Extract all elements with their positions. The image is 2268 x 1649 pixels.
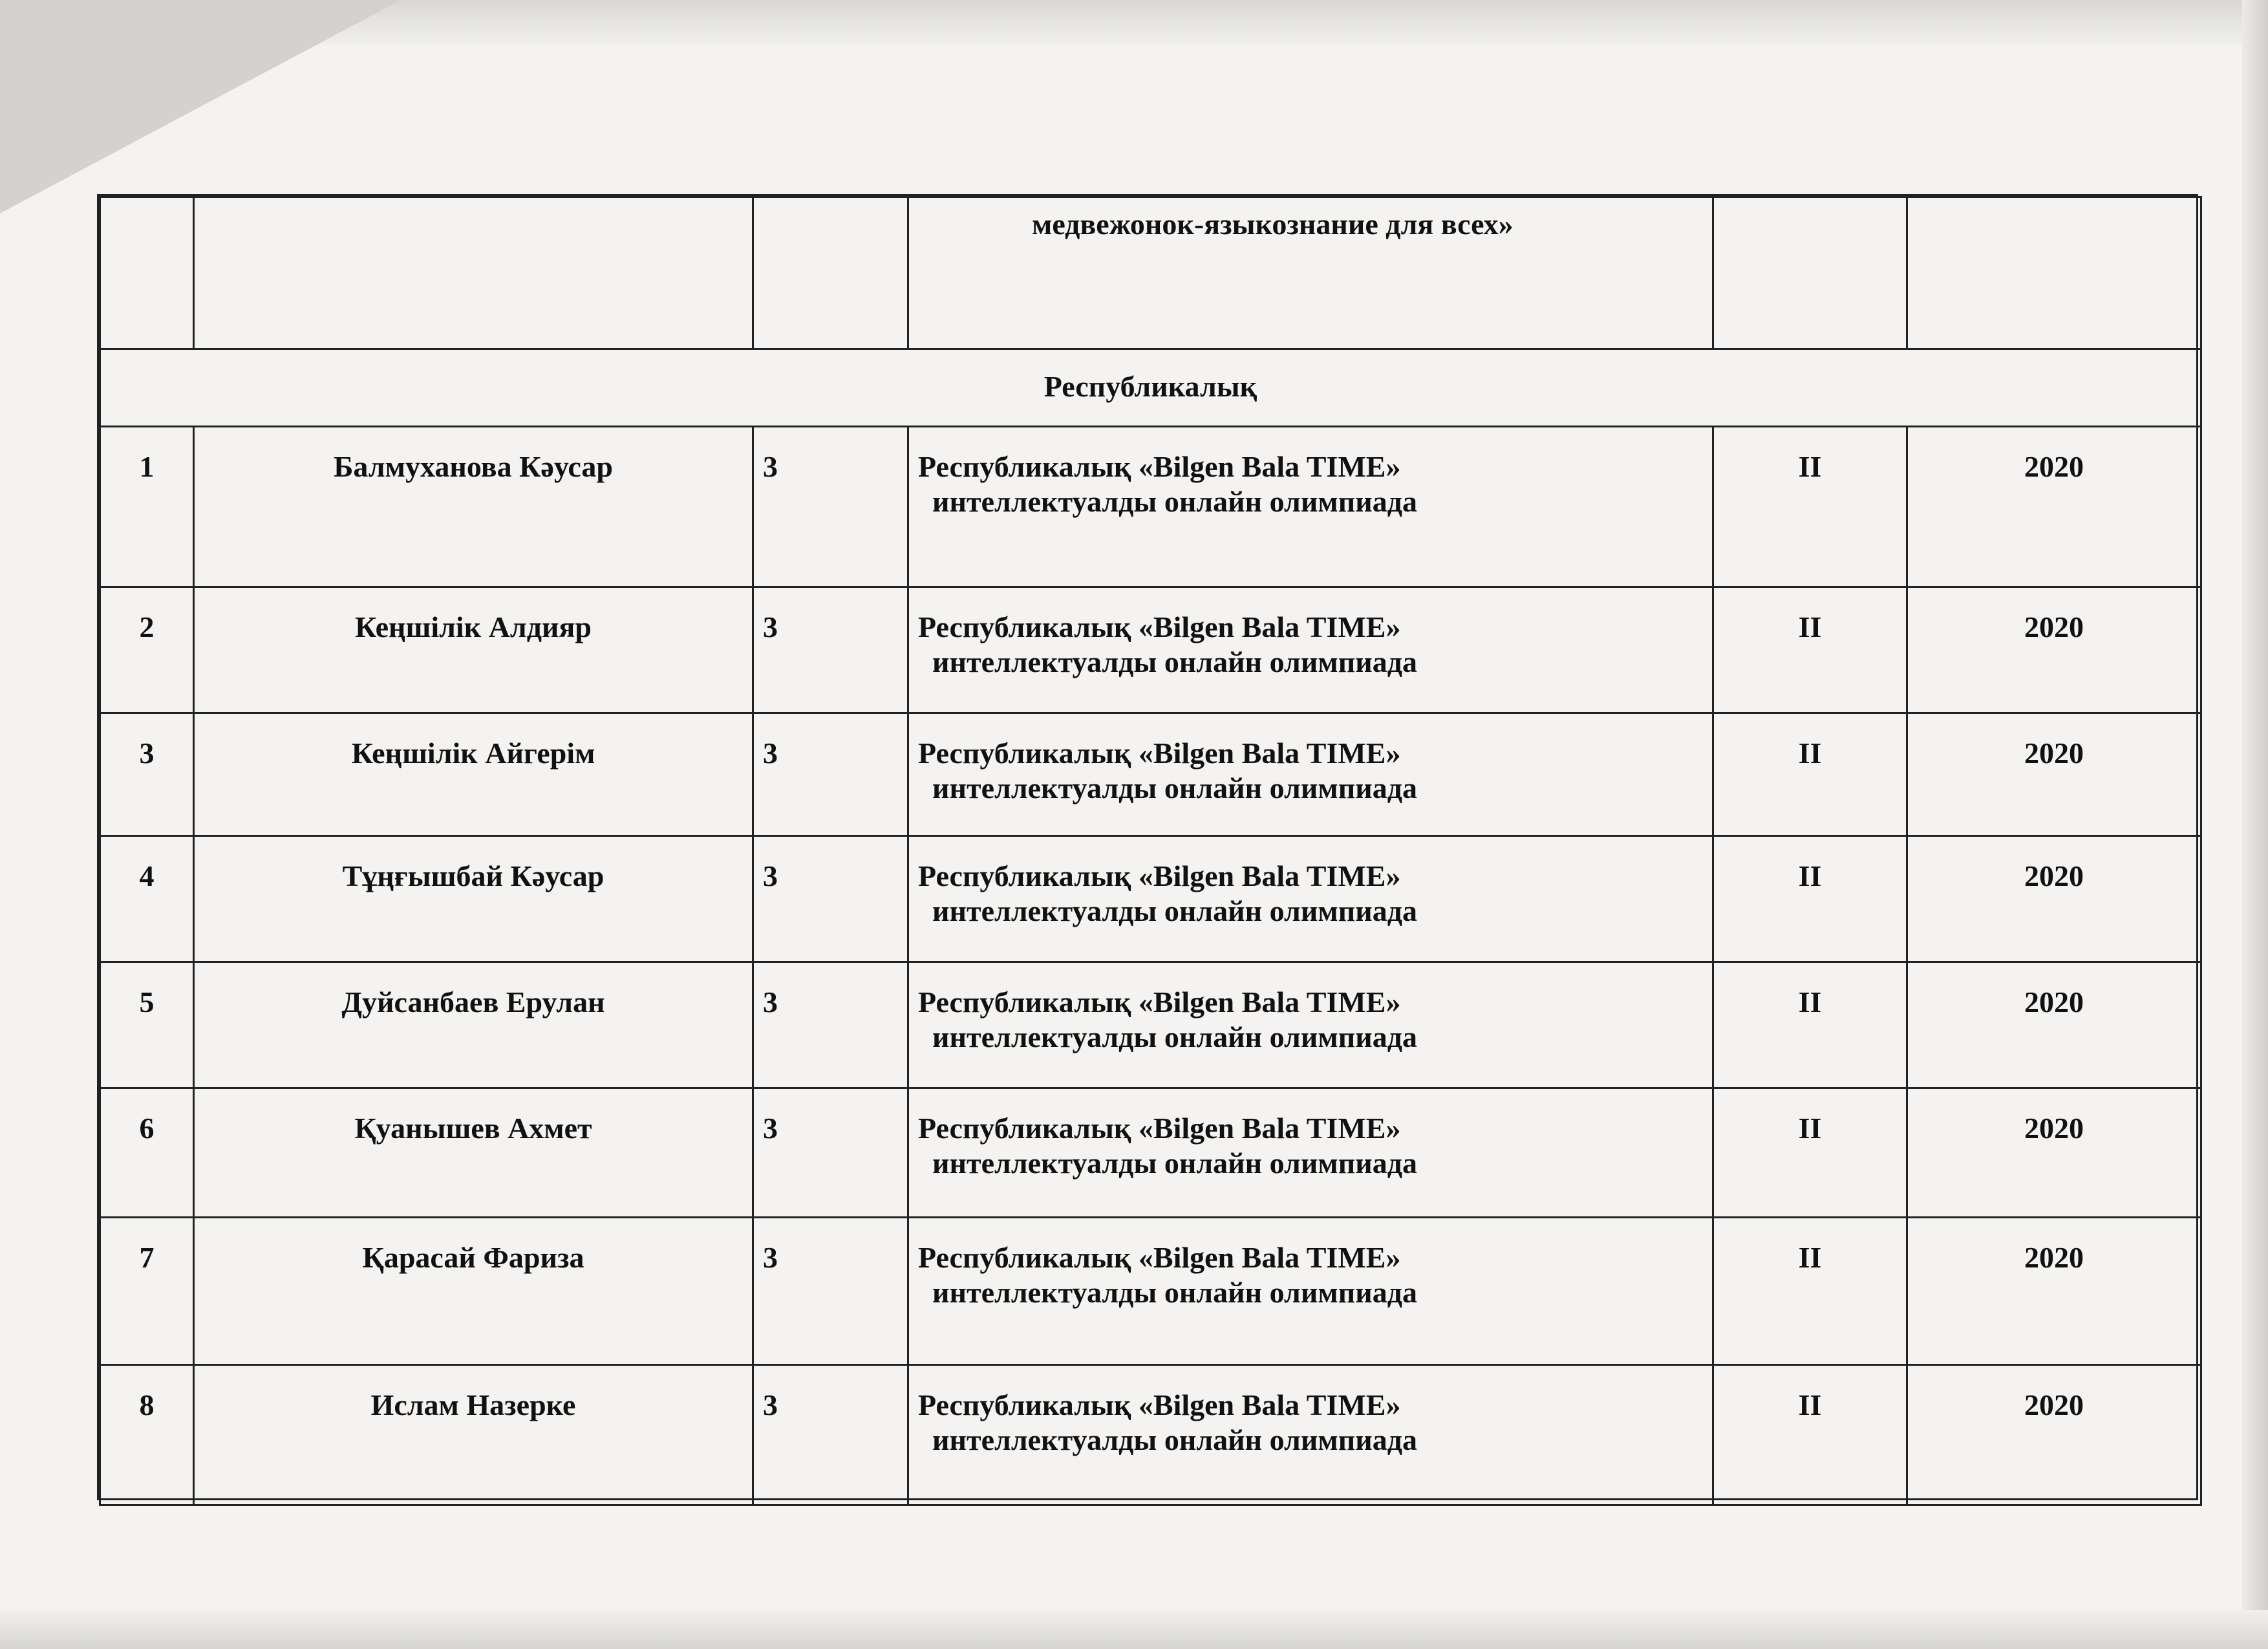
- cell-name: Кеңшілік Алдияр: [194, 587, 753, 713]
- cell-grade: 3: [753, 1088, 908, 1218]
- cell-name: Ислам Назерке: [194, 1365, 753, 1505]
- scan-edge-bottom: [0, 1610, 2268, 1649]
- cell-year: 2020: [1907, 713, 2201, 836]
- cell-event: [908, 427, 1713, 587]
- event-line-2: интеллектуалды онлайн олимпиада: [932, 771, 1417, 805]
- cell-place: II: [1713, 836, 1907, 962]
- cell-grade: 3: [753, 1218, 908, 1365]
- cell-year: [1907, 197, 2201, 349]
- cell-year: 2020: [1907, 1365, 2201, 1505]
- event-line-1: Республикалық «Bilgen Bala TIME»: [918, 859, 1401, 892]
- event-line-1: Республикалық «Bilgen Bala TIME»: [918, 450, 1401, 483]
- table-row-continuation: [100, 197, 2201, 349]
- cell-name: Кеңшілік Айгерім: [194, 713, 753, 836]
- cell-event: медвежонок-языкознание для всех»: [908, 197, 1713, 349]
- cell-grade: 3: [753, 836, 908, 962]
- cell-name: Тұңғышбай Кәусар: [194, 836, 753, 962]
- cell-num: 5: [100, 962, 194, 1088]
- cell-num: 7: [100, 1218, 194, 1365]
- table-row: [100, 836, 2201, 962]
- table-row: [100, 713, 2201, 836]
- cell-event: [908, 713, 1713, 836]
- cell-place: II: [1713, 427, 1907, 587]
- cell-place: II: [1713, 713, 1907, 836]
- cell-grade: 3: [753, 713, 908, 836]
- table-row: [100, 1218, 2201, 1365]
- cell-year: 2020: [1907, 962, 2201, 1088]
- table-row: [100, 587, 2201, 713]
- cell-event: [908, 962, 1713, 1088]
- event-line-1: Республикалық «Bilgen Bala TIME»: [918, 1112, 1401, 1145]
- table-row: [100, 962, 2201, 1088]
- cell-place: II: [1713, 587, 1907, 713]
- cell-name: Дуйсанбаев Ерулан: [194, 962, 753, 1088]
- table-row: [100, 427, 2201, 587]
- cell-num: 6: [100, 1088, 194, 1218]
- cell-event: [908, 1365, 1713, 1505]
- folded-corner: [0, 0, 401, 213]
- cell-name: Қарасай Фариза: [194, 1218, 753, 1365]
- table-body: [100, 427, 2201, 1505]
- event-line-2: интеллектуалды онлайн олимпиада: [932, 1276, 1417, 1310]
- cell-name: Қуанышев Ахмет: [194, 1088, 753, 1218]
- cell-place: [1713, 197, 1907, 349]
- event-line-2: интеллектуалды онлайн олимпиада: [932, 1020, 1417, 1054]
- table-row: [100, 1088, 2201, 1218]
- event-line-2: интеллектуалды онлайн олимпиада: [932, 645, 1417, 679]
- event-line-1: Республикалық «Bilgen Bala TIME»: [918, 1241, 1401, 1274]
- section-title: Республикалық: [100, 349, 2201, 427]
- event-line-1: Республикалық «Bilgen Bala TIME»: [918, 610, 1401, 643]
- cell-name: [194, 197, 753, 349]
- cell-year: 2020: [1907, 836, 2201, 962]
- event-line-2: интеллектуалды онлайн олимпиада: [932, 485, 1417, 519]
- cell-grade: [753, 197, 908, 349]
- cell-place: II: [1713, 1088, 1907, 1218]
- cell-grade: 3: [753, 1365, 908, 1505]
- cell-num: 1: [100, 427, 194, 587]
- cell-event: [908, 1088, 1713, 1218]
- event-line-2: интеллектуалды онлайн олимпиада: [932, 1423, 1417, 1457]
- cell-grade: 3: [753, 962, 908, 1088]
- cell-event: [908, 587, 1713, 713]
- cell-year: 2020: [1907, 427, 2201, 587]
- cell-num: 3: [100, 713, 194, 836]
- cell-grade: 3: [753, 587, 908, 713]
- cell-num: 2: [100, 587, 194, 713]
- scan-edge-right: [2242, 0, 2268, 1649]
- cell-num: 8: [100, 1365, 194, 1505]
- cell-num: [100, 197, 194, 349]
- cell-num: 4: [100, 836, 194, 962]
- event-line-2: интеллектуалды онлайн олимпиада: [932, 1147, 1417, 1180]
- cell-year: 2020: [1907, 1088, 2201, 1218]
- cell-place: II: [1713, 1365, 1907, 1505]
- event-line-1: Республикалық «Bilgen Bala TIME»: [918, 986, 1401, 1018]
- results-table: [99, 196, 2202, 1506]
- table-row: [100, 1365, 2201, 1505]
- section-header-row: [100, 349, 2201, 427]
- cell-year: 2020: [1907, 1218, 2201, 1365]
- cell-year: 2020: [1907, 587, 2201, 713]
- event-line-1: Республикалық «Bilgen Bala TIME»: [918, 737, 1401, 770]
- cell-grade: 3: [753, 427, 908, 587]
- cell-place: II: [1713, 962, 1907, 1088]
- cell-name: Балмуханова Кәусар: [194, 427, 753, 587]
- results-table-page: [97, 194, 2198, 1500]
- event-line-2: интеллектуалды онлайн олимпиада: [932, 894, 1417, 928]
- cell-event: [908, 836, 1713, 962]
- cell-event: [908, 1218, 1713, 1365]
- cell-place: II: [1713, 1218, 1907, 1365]
- event-line-1: Республикалық «Bilgen Bala TIME»: [918, 1388, 1401, 1421]
